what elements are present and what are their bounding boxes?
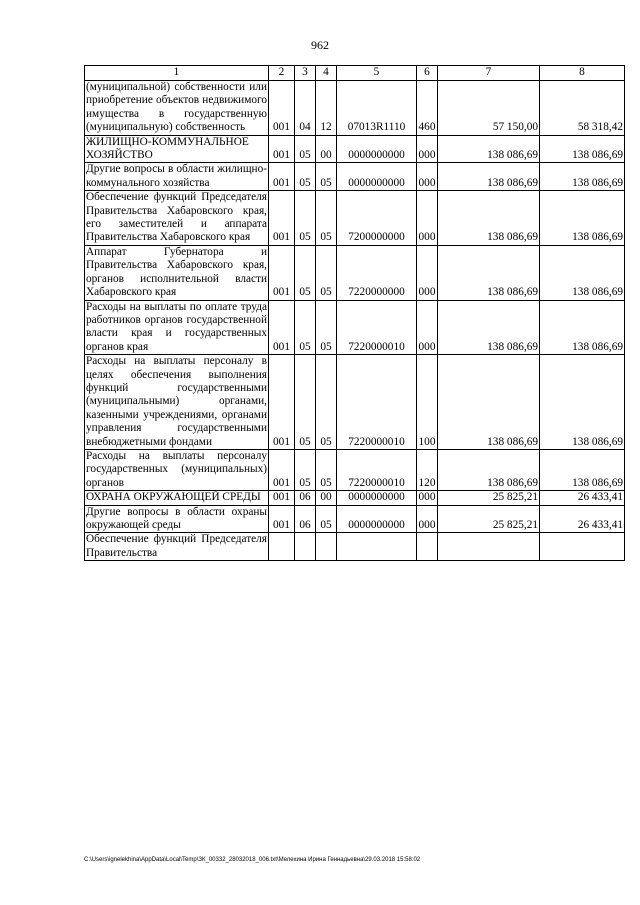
row-amount-year1: [438, 533, 540, 561]
row-code-subsection: 05: [316, 300, 337, 355]
table-row: [85, 505, 625, 533]
col-header-2: 2: [269, 66, 295, 81]
row-code-target: 7220000000: [337, 245, 417, 300]
row-code-subsection: 05: [316, 191, 337, 246]
row-name: Аппарат Губернатора и Правительства Хабаровского края, органов исполнительной власти Хабаровского края: [86, 245, 267, 299]
col-header-6: 6: [417, 66, 438, 81]
row-code-section: 06: [295, 491, 316, 505]
row-code-subsection: 00: [316, 491, 337, 505]
row-name: Расходы на выплаты по оплате труда работников органов государственной власти края и государственных органов края: [86, 300, 267, 353]
row-code-subsection: 05: [316, 449, 337, 490]
row-amount-year2: 138 086,69: [540, 163, 625, 191]
row-code-target: 7220000010: [337, 355, 417, 450]
col-header-4: 4: [316, 66, 337, 81]
row-name: ОХРАНА ОКРУЖАЮЩЕЙ СРЕДЫ: [85, 491, 269, 505]
row-amount-year2: 138 086,69: [540, 245, 625, 300]
row-name: Обеспечение функций Председателя Правительства Хабаровского края, его заместителей и аппарата Правительства Хабаровского края: [86, 191, 267, 244]
row-code-target: 07013R1110: [337, 81, 417, 136]
table-row: [85, 533, 625, 561]
row-code-section: [295, 533, 316, 561]
row-code-ministry: 001: [269, 355, 295, 450]
row-code-ministry: 001: [269, 300, 295, 355]
row-code-section: 04: [295, 81, 316, 136]
row-name: Обеспечение функций Председателя Правительства: [86, 533, 267, 559]
table-row: [85, 135, 625, 163]
row-code-ministry: 001: [269, 491, 295, 505]
row-code-expense-type: 000: [417, 505, 438, 533]
col-header-3: 3: [295, 66, 316, 81]
row-amount-year1: 138 086,69: [438, 449, 540, 490]
row-name: Расходы на выплаты персоналу в целях обеспечения выполнения функций государственными (муниципальными) органами, казенными учреждениями, органами управления государственными внебюджетными фондами: [86, 355, 267, 448]
col-header-7: 7: [438, 66, 540, 81]
row-amount-year2: 26 433,41: [540, 491, 625, 505]
page-number: 962: [311, 38, 329, 52]
row-code-ministry: 001: [269, 245, 295, 300]
row-amount-year1: 57 150,00: [438, 81, 540, 136]
row-amount-year2: 26 433,41: [540, 505, 625, 533]
row-code-section: 06: [295, 505, 316, 533]
row-code-section: 05: [295, 355, 316, 450]
row-amount-year1: 138 086,69: [438, 300, 540, 355]
row-code-subsection: 05: [316, 163, 337, 191]
row-code-expense-type: 000: [417, 163, 438, 191]
row-amount-year2: [540, 533, 625, 561]
table-row: [85, 355, 625, 450]
row-code-ministry: [269, 533, 295, 561]
table-row: [85, 191, 625, 246]
row-amount-year1: 138 086,69: [438, 191, 540, 246]
table-row: [85, 491, 625, 505]
row-code-section: 05: [295, 135, 316, 163]
row-name: (муниципальной) собственности или приобретение объектов недвижимого имущества в государственную (муниципальную) собственность: [86, 81, 267, 134]
row-code-section: 05: [295, 300, 316, 355]
row-code-ministry: 001: [269, 81, 295, 136]
row-code-expense-type: [417, 533, 438, 561]
row-code-expense-type: 120: [417, 449, 438, 490]
row-code-subsection: [316, 533, 337, 561]
row-code-section: 05: [295, 163, 316, 191]
row-amount-year1: 25 825,21: [438, 491, 540, 505]
row-name: Расходы на выплаты персоналу государственных (муниципальных) органов: [86, 449, 267, 489]
row-code-subsection: 05: [316, 245, 337, 300]
row-code-ministry: 001: [269, 449, 295, 490]
row-code-target: 0000000000: [337, 135, 417, 163]
table-row: [85, 163, 625, 191]
row-code-target: 7220000010: [337, 300, 417, 355]
row-amount-year1: 138 086,69: [438, 355, 540, 450]
row-code-ministry: 001: [269, 191, 295, 246]
row-amount-year1: 138 086,69: [438, 135, 540, 163]
row-amount-year2: 138 086,69: [540, 300, 625, 355]
row-code-section: 05: [295, 449, 316, 490]
row-code-ministry: 001: [269, 163, 295, 191]
col-header-5: 5: [337, 66, 417, 81]
row-name: Другие вопросы в области охраны окружающей среды: [86, 505, 267, 531]
row-code-expense-type: 000: [417, 135, 438, 163]
row-code-expense-type: 000: [417, 300, 438, 355]
row-code-ministry: 001: [269, 505, 295, 533]
table-row: [85, 449, 625, 490]
col-header-1: 1: [85, 66, 269, 81]
table-row: [85, 81, 625, 136]
row-code-section: 05: [295, 245, 316, 300]
row-code-ministry: 001: [269, 135, 295, 163]
row-code-target: 7200000000: [337, 191, 417, 246]
row-amount-year2: 138 086,69: [540, 191, 625, 246]
row-code-target: 0000000000: [337, 505, 417, 533]
header-row: [85, 66, 625, 81]
row-code-subsection: 00: [316, 135, 337, 163]
row-name: ЖИЛИЩНО-КОММУНАЛЬНОЕ ХОЗЯЙСТВО: [85, 135, 269, 163]
document-footer-path: C:\Users\ignelekhina\AppData\Local\Temp\ЗК_00332_28032018_006.txt\Мелехина Ирина Геннадьевна\29.03.2018 15:58:02: [84, 857, 421, 863]
row-amount-year2: 138 086,69: [540, 135, 625, 163]
row-amount-year1: 25 825,21: [438, 505, 540, 533]
row-code-expense-type: 100: [417, 355, 438, 450]
budget-table: [84, 65, 625, 561]
row-code-target: 0000000000: [337, 491, 417, 505]
row-amount-year2: 58 318,42: [540, 81, 625, 136]
row-code-target: 7220000010: [337, 449, 417, 490]
row-code-target: [337, 533, 417, 561]
row-amount-year1: 138 086,69: [438, 163, 540, 191]
row-name: Другие вопросы в области жилищно-коммунального хозяйства: [86, 163, 267, 189]
row-code-subsection: 05: [316, 505, 337, 533]
row-code-subsection: 05: [316, 355, 337, 450]
row-code-section: 05: [295, 191, 316, 246]
table-row: [85, 300, 625, 355]
row-code-expense-type: 000: [417, 245, 438, 300]
row-code-target: 0000000000: [337, 163, 417, 191]
row-code-expense-type: 000: [417, 491, 438, 505]
table-row: [85, 245, 625, 300]
row-amount-year2: 138 086,69: [540, 355, 625, 450]
col-header-8: 8: [540, 66, 625, 81]
row-code-subsection: 12: [316, 81, 337, 136]
row-code-expense-type: 460: [417, 81, 438, 136]
row-code-expense-type: 000: [417, 191, 438, 246]
row-amount-year1: 138 086,69: [438, 245, 540, 300]
row-amount-year2: 138 086,69: [540, 449, 625, 490]
